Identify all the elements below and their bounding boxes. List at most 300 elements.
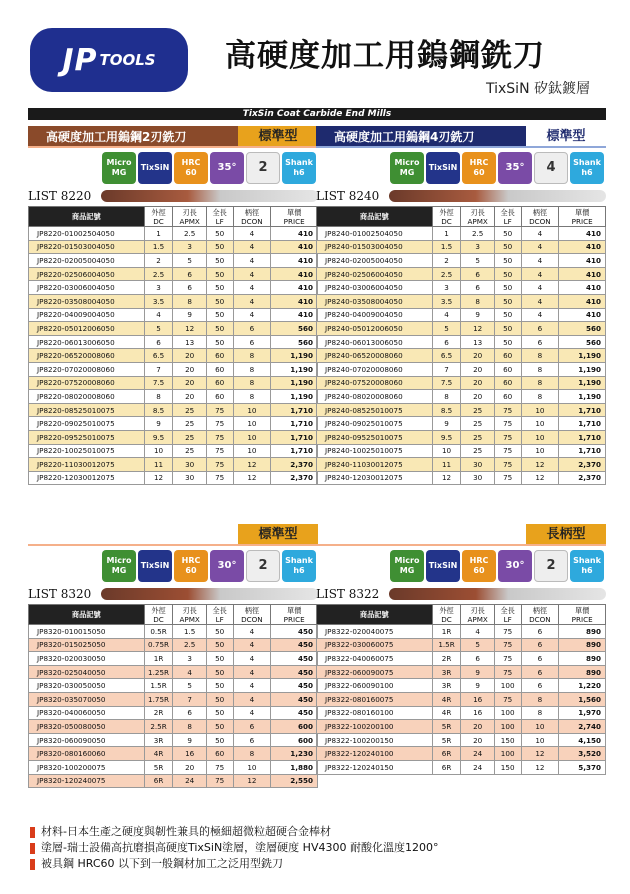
table-cell: 4 [233,267,271,281]
table-cell: 2.5 [173,638,206,652]
table-cell: JP8240-08525010075 [317,403,433,417]
table-cell: JP8240-01503004050 [317,240,433,254]
table-cell: 560 [271,335,318,349]
table-row [317,254,606,268]
micro-mg-icon: Micro MG [390,152,424,184]
table-cell: 2,370 [559,458,606,472]
table-cell: 50 [206,281,233,295]
table-cell: 1,710 [271,430,318,444]
hrc-icon: HRC 60 [462,152,496,184]
table-cell: 2.5 [173,227,206,241]
table-cell: 2 [432,254,461,268]
table-cell: 75 [206,471,233,485]
table-cell: 5R [144,760,173,774]
end-mill-image [101,190,318,202]
table-cell: JP8320-010015050 [29,625,145,639]
table-row [317,376,606,390]
table-cell: 1,220 [559,679,606,693]
table-cell: 25 [461,430,494,444]
table-cell: 13 [461,335,494,349]
hrc-icon: HRC 60 [174,152,208,184]
table-cell: 50 [494,267,521,281]
column-header: 單價 PRICE [271,605,318,625]
panel-header [316,524,606,546]
table-cell: JP8240-10025010075 [317,444,433,458]
table-cell: 1 [432,227,461,241]
table-cell: 12 [233,471,271,485]
table-cell: 1,560 [559,692,606,706]
table-row [29,267,318,281]
table-cell: 4 [233,706,271,720]
column-header: 柄徑 DCON [521,605,559,625]
table-cell: 8 [233,747,271,761]
table-cell: 12 [521,471,559,485]
table-cell: 12 [173,322,206,336]
table-cell: 11 [144,458,173,472]
table-cell: 50 [206,227,233,241]
table-cell: 50 [494,335,521,349]
column-header: 全長 LF [206,207,233,227]
table-cell: JP8322-020040075 [317,625,433,639]
logo-text: JP [62,42,98,78]
table-cell: 60 [494,362,521,376]
table-row [29,417,318,431]
table-cell: 6 [144,335,173,349]
price-table [28,604,318,788]
list-label: LIST 8220 [28,188,318,204]
table-cell: 5 [173,679,206,693]
table-cell: 60 [206,362,233,376]
table-cell: 75 [494,692,521,706]
table-cell: 890 [559,625,606,639]
table-row [317,390,606,404]
table-cell: JP8322-060090100 [317,679,433,693]
table-cell: 75 [494,444,521,458]
table-cell: 10 [233,417,271,431]
list-label: LIST 8320 [28,586,318,602]
table-cell: 75 [206,403,233,417]
table-cell: 20 [173,362,206,376]
table-cell: 6 [461,267,494,281]
table-cell: 75 [206,760,233,774]
table-cell: 4R [432,706,461,720]
table-cell: 450 [271,665,318,679]
table-cell: 600 [271,720,318,734]
table-cell: 8 [144,390,173,404]
table-cell: 410 [559,254,606,268]
table-row [29,458,318,472]
table-cell: 1.5R [144,679,173,693]
table-cell: 6.5 [144,349,173,363]
note-item [30,856,438,872]
table-cell: 50 [494,322,521,336]
table-cell: 24 [461,747,494,761]
table-cell: 2R [432,652,461,666]
shank-icon: Shank h6 [282,152,316,184]
product-panel [316,126,606,485]
table-cell: 7 [144,362,173,376]
flute-count-icon: 2 [246,550,280,582]
table-cell: 4 [233,679,271,693]
table-cell: 5 [144,322,173,336]
table-row [29,774,318,788]
table-cell: JP8322-120240100 [317,747,433,761]
table-cell: 6 [173,706,206,720]
table-cell: 30 [461,458,494,472]
panel-title: 高硬度加工用鎢鋼2刃球型銑刀 [46,528,211,542]
table-cell: 1,190 [271,376,318,390]
table-cell: 9.5 [432,430,461,444]
table-cell: 16 [173,747,206,761]
table-row [29,240,318,254]
table-cell: 50 [206,706,233,720]
table-cell: JP8240-03006004050 [317,281,433,295]
table-row [317,403,606,417]
table-cell: 450 [271,706,318,720]
table-cell: 16 [461,706,494,720]
table-cell: 75 [494,471,521,485]
table-cell: 12 [521,747,559,761]
table-cell: JP8322-030060075 [317,638,433,652]
panel-header [316,126,606,148]
table-cell: 75 [494,403,521,417]
table-cell: 20 [173,376,206,390]
table-cell: 4 [521,227,559,241]
column-header: 外徑 DC [432,207,461,227]
table-cell: 100 [494,679,521,693]
table-cell: 75 [494,652,521,666]
flute-count-icon: 2 [534,550,568,582]
table-cell: JP8322-080160100 [317,706,433,720]
table-cell: 2,740 [559,720,606,734]
page-title: 高硬度加工用鎢鋼銑刀 [225,38,545,74]
table-cell: JP8240-02005004050 [317,254,433,268]
table-cell: 5 [432,322,461,336]
table-cell: 9 [173,308,206,322]
table-cell: 50 [494,254,521,268]
table-cell: 60 [494,390,521,404]
table-cell: 20 [173,349,206,363]
column-header: 全長 LF [494,207,521,227]
table-row [29,376,318,390]
flute-count-icon: 2 [246,152,280,184]
table-row [29,430,318,444]
table-cell: 410 [271,294,318,308]
table-cell: 2,370 [559,471,606,485]
table-cell: 8 [233,349,271,363]
table-row [29,322,318,336]
product-panel [28,126,318,485]
table-cell: 4R [144,747,173,761]
table-cell: 25 [173,417,206,431]
table-cell: JP8240-07520008060 [317,376,433,390]
table-cell: 7.5 [144,376,173,390]
column-header: 商品記號 [29,207,145,227]
list-label: LIST 8240 [316,188,606,204]
table-row [29,706,318,720]
table-cell: 60 [494,349,521,363]
table-cell: 6R [432,747,461,761]
table-cell: 12 [521,458,559,472]
table-cell: 20 [173,390,206,404]
note-item [30,840,438,856]
table-cell: 75 [494,417,521,431]
table-row [29,390,318,404]
table-cell: 4 [233,240,271,254]
table-cell: JP8240-03508004050 [317,294,433,308]
table-cell: JP8220-12030012075 [29,471,145,485]
table-cell: 1,190 [559,362,606,376]
table-row [317,720,606,734]
panel-header [28,126,318,148]
table-cell: JP8320-040060050 [29,706,145,720]
table-cell: 4 [144,308,173,322]
table-cell: JP8320-015025050 [29,638,145,652]
list-label: LIST 8322 [316,586,606,602]
table-cell: 6.5 [432,349,461,363]
table-cell: 20 [461,733,494,747]
table-cell: 30 [461,471,494,485]
table-cell: 50 [206,652,233,666]
table-cell: JP8240-06520008060 [317,349,433,363]
spec-icons [28,152,318,184]
column-header: 單價 PRICE [559,605,606,625]
notes [30,824,438,872]
table-cell: JP8320-100200075 [29,760,145,774]
table-cell: 8 [173,294,206,308]
table-cell: JP8220-07520008060 [29,376,145,390]
logo-subtext: TOOLS [99,51,156,69]
table-cell: 6R [432,760,461,774]
table-cell: JP8220-05012006050 [29,322,145,336]
table-cell: 4 [233,227,271,241]
table-cell: 0.75R [144,638,173,652]
column-header: 商品記號 [317,605,433,625]
table-cell: 4 [521,308,559,322]
table-cell: 4 [233,652,271,666]
table-cell: 410 [559,227,606,241]
table-cell: 50 [206,720,233,734]
micro-mg-icon: Micro MG [390,550,424,582]
table-cell: 150 [494,733,521,747]
table-cell: 10 [521,720,559,734]
table-cell: 4R [432,692,461,706]
table-cell: 1.5 [432,240,461,254]
table-cell: JP8220-02506004050 [29,267,145,281]
table-cell: 450 [271,679,318,693]
table-cell: JP8320-120240075 [29,774,145,788]
tixsin-icon: TixSiN [426,550,460,582]
table-cell: 6 [233,335,271,349]
table-row [29,665,318,679]
table-cell: JP8320-025040050 [29,665,145,679]
table-cell: JP8322-120240150 [317,760,433,774]
table-cell: 8 [521,376,559,390]
table-cell: 4 [521,267,559,281]
table-cell: 450 [271,625,318,639]
table-cell: 1,710 [559,444,606,458]
table-cell: 3 [144,281,173,295]
column-header: 柄徑 DCON [521,207,559,227]
table-cell: 6 [233,322,271,336]
table-cell: 60 [206,376,233,390]
table-cell: 3R [432,665,461,679]
column-header: 單價 PRICE [559,207,606,227]
table-cell: 410 [271,254,318,268]
table-cell: 1.5 [173,625,206,639]
table-row [317,625,606,639]
table-row [29,471,318,485]
table-cell: 12 [521,760,559,774]
shank-icon: Shank h6 [570,550,604,582]
table-cell: JP8320-035070050 [29,692,145,706]
column-header: 商品記號 [29,605,145,625]
table-cell: JP8220-07020008060 [29,362,145,376]
table-row [317,335,606,349]
end-mill-image [101,588,318,600]
table-cell: 100 [494,720,521,734]
table-cell: JP8322-060090075 [317,665,433,679]
table-cell: 6 [521,625,559,639]
table-cell: 150 [494,760,521,774]
table-cell: 4 [233,625,271,639]
table-cell: 8 [233,390,271,404]
table-cell: JP8240-12030012075 [317,471,433,485]
table-cell: JP8220-08020008060 [29,390,145,404]
table-cell: 410 [271,227,318,241]
table-cell: JP8320-050080050 [29,720,145,734]
table-cell: 2.5 [432,267,461,281]
table-cell: 450 [271,638,318,652]
table-cell: 5 [173,254,206,268]
table-cell: 410 [271,240,318,254]
table-cell: 60 [206,390,233,404]
table-cell: 8 [521,692,559,706]
table-cell: 4 [461,625,494,639]
table-cell: JP8240-06013006050 [317,335,433,349]
column-header: 刃長 APMX [173,207,206,227]
table-cell: 8.5 [144,403,173,417]
table-row [317,458,606,472]
table-cell: JP8320-060090050 [29,733,145,747]
table-cell: 2,370 [271,458,318,472]
table-cell: 410 [559,267,606,281]
table-cell: 8 [432,390,461,404]
table-cell: 5R [432,720,461,734]
table-row [29,227,318,241]
table-cell: 600 [271,733,318,747]
column-header: 外徑 DC [144,605,173,625]
table-cell: 75 [494,625,521,639]
table-cell: JP8240-08020008060 [317,390,433,404]
table-cell: 2.5 [461,227,494,241]
price-table [316,604,606,775]
table-cell: 6 [521,652,559,666]
table-cell: 75 [494,430,521,444]
table-row [29,349,318,363]
table-cell: 4 [233,308,271,322]
panel-badge: 標準型 [526,126,606,146]
column-header: 單價 PRICE [271,207,318,227]
table-cell: 7.5 [432,376,461,390]
table-cell: 1,190 [559,349,606,363]
table-cell: 560 [271,322,318,336]
table-row [29,638,318,652]
table-cell: 75 [206,417,233,431]
table-cell: 50 [206,733,233,747]
table-cell: 60 [206,349,233,363]
table-cell: JP8240-09025010075 [317,417,433,431]
table-cell: 24 [173,774,206,788]
table-cell: 1.75R [144,692,173,706]
table-row [317,362,606,376]
table-row [317,665,606,679]
table-row [317,240,606,254]
table-cell: 4 [521,240,559,254]
table-cell: 1 [144,227,173,241]
table-cell: 8 [233,362,271,376]
table-cell: 4 [233,294,271,308]
panel-title: 高硬度加工用鎢鋼4刃銑刀 [316,126,526,146]
table-cell: 6 [233,720,271,734]
note-text: 材料-日本生產之硬度與韌性兼具的極細超微粒超硬合金棒材 [41,825,331,838]
table-cell: 1,880 [271,760,318,774]
table-cell: 410 [559,294,606,308]
table-row [317,227,606,241]
table-cell: 50 [206,679,233,693]
table-cell: 3.5 [144,294,173,308]
table-cell: 9 [173,733,206,747]
table-cell: 75 [206,774,233,788]
table-cell: 4 [233,692,271,706]
table-cell: 2,370 [271,471,318,485]
note-text: 塗層-瑞士設備高抗磨損高硬度TixSiN塗層，塗層硬度 HV4300 耐酸化溫度1200° [41,841,439,854]
shank-icon: Shank h6 [570,152,604,184]
table-cell: 4 [233,281,271,295]
table-cell: 10 [521,430,559,444]
table-cell: 4 [233,254,271,268]
panel-title: 高硬度加工用鎢鋼2刃球型銑刀 [334,528,499,542]
hrc-icon: HRC 60 [462,550,496,582]
table-cell: 50 [206,638,233,652]
panel-badge: 標準型 [238,524,318,544]
table-row [29,679,318,693]
table-row [317,733,606,747]
spec-icons [316,152,606,184]
table-cell: 9.5 [144,430,173,444]
table-row [29,747,318,761]
price-table [316,206,606,485]
panel-badge: 長柄型 [526,524,606,544]
table-cell: 7 [432,362,461,376]
table-cell: 9 [461,665,494,679]
table-cell: 3 [173,652,206,666]
table-cell: 1R [144,652,173,666]
tixsin-icon: TixSiN [138,550,172,582]
table-cell: 1,710 [271,417,318,431]
table-row [29,335,318,349]
table-cell: 75 [206,458,233,472]
table-row [29,403,318,417]
table-cell: JP8320-030050050 [29,679,145,693]
table-cell: 50 [206,267,233,281]
table-cell: 6 [432,335,461,349]
table-row [317,652,606,666]
table-cell: 5,370 [559,760,606,774]
table-cell: 50 [494,294,521,308]
column-header: 刃長 APMX [173,605,206,625]
table-row [317,760,606,774]
